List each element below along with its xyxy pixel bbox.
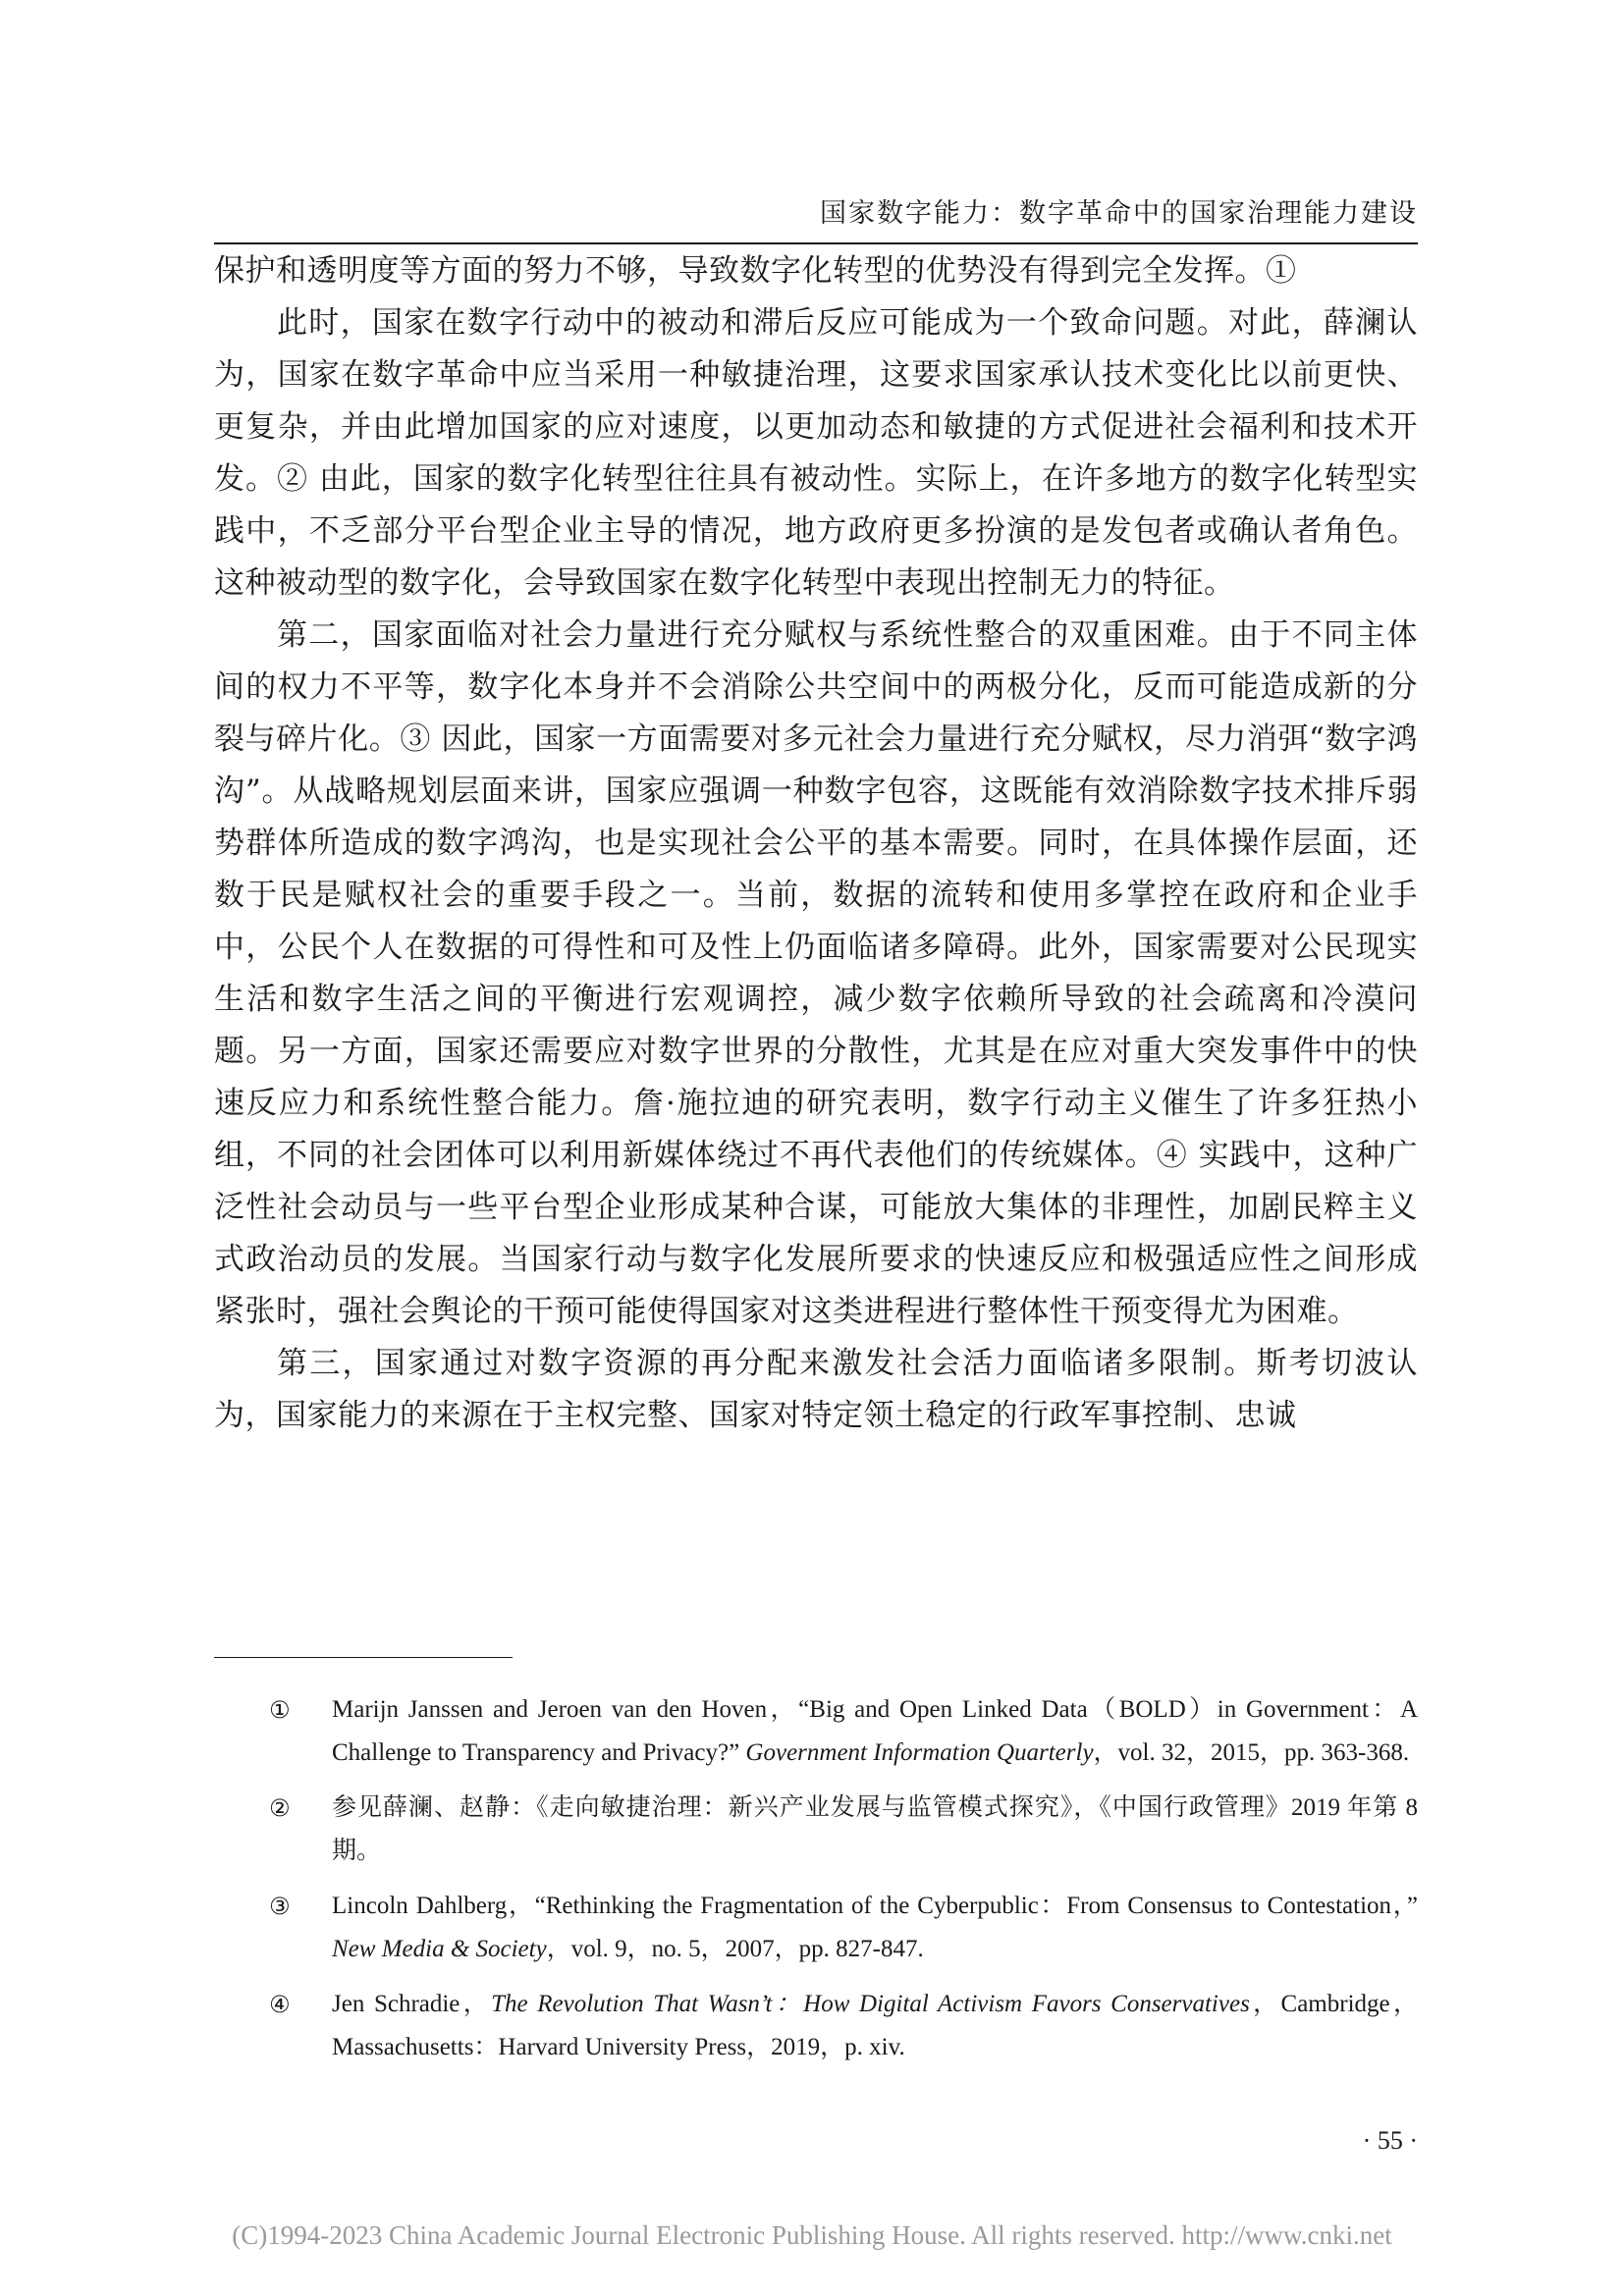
footnote-text-before: 参见薛澜、赵静：《走向敏捷治理：新兴产业发展与监管模式探究》，《中国行政管理》2019 年第 8 期。 xyxy=(332,1794,1418,1864)
footnote-text-before: Lincoln Dahlberg，“Rethinking the Fragmentation of the Cyberpublic：From Consensus to Contestation，” xyxy=(332,1893,1418,1919)
footnote-text xyxy=(332,1696,1418,1766)
paragraph: 保护和透明度等方面的努力不够，导致数字化转型的优势没有得到完全发挥。① xyxy=(214,253,1297,289)
footnote-mark: ② xyxy=(269,1794,291,1822)
footnote-rule xyxy=(214,1657,513,1658)
footnote xyxy=(214,1787,1418,1873)
footnote-text-after: ，vol. 9，no. 5，2007，pp. 827-847. xyxy=(546,1936,924,1962)
body-text xyxy=(214,245,1418,1442)
page-number: · 55 · xyxy=(1362,2126,1418,2155)
footnote xyxy=(214,1688,1418,1775)
footnote-text-before: Jen Schradie， xyxy=(332,1991,492,2017)
running-header: 国家数字能力：数字革命中的国家治理能力建设 xyxy=(820,198,1418,229)
footnote-mark: ④ xyxy=(269,1991,291,2018)
footnote-text-after: ，Cambridge，Massachusetts：Harvard University Press，2019，p. xiv. xyxy=(332,1991,1418,2060)
copyright-notice: (C)1994-2023 China Academic Journal Electronic Publishing House. All rights reserved. http://www.cnki.net xyxy=(232,2220,1392,2250)
footnote-source-title: Government Information Quarterly xyxy=(745,1739,1094,1766)
footnote-text xyxy=(332,1794,1418,1864)
paragraph: 此时，国家在数字行动中的被动和滞后反应可能成为一个致命问题。对此，薛澜认为，国家在数字革命中应当采用一种敏捷治理，这要求国家承认技术变化比以前更快、更复杂，并由此增加国家的应对速度，以更加动态和敏捷的方式促进社会福利和技术开发。② 由此，国家的数字化转型往往具有被动性。实际上，在许多地方的数字化转型实践中，不乏部分平台型企业主导的情况，地方政府更多扮演的是发包者或确认者角色。这种被动型的数字化，会导致国家在数字化转型中表现出控制无力的特征。 xyxy=(214,305,1418,601)
footnote-source-title: New Media & Society xyxy=(332,1936,547,1962)
paragraph: 第二，国家面临对社会力量进行充分赋权与系统性整合的双重困难。由于不同主体间的权力不平等，数字化本身并不会消除公共空间中的两极分化，反而可能造成新的分裂与碎片化。③ 因此，国家一方面需要对多元社会力量进行充分赋权，尽力消弭“数字鸿沟”。从战略规划层面来讲，国家应强调一种数字包容，这既能有效消除数字技术排斥弱势群体所造成的数字鸿沟，也是实现社会公平的基本需要。同时，在具体操作层面，还数于民是赋权社会的重要手段之一。当前，数据的流转和使用多掌控在政府和企业手中，公民个人在数据的可得性和可及性上仍面临诸多障碍。此外，国家需要对公民现实生活和数字生活之间的平衡进行宏观调控，减少数字依赖所导致的社会疏离和冷漠问题。另一方面，国家还需要应对数字世界的分散性，尤其是在应对重大突发事件中的快速反应力和系统性整合能力。詹·施拉迪的研究表明，数字行动主义催生了许多狂热小组，不同的社会团体可以利用新媒体绕过不再代表他们的传统媒体。④ 实践中，这种广泛性社会动员与一些平台型企业形成某种合谋，可能放大集体的非理性，加剧民粹主义式政治动员的发展。当国家行动与数字化发展所要求的快速反应和极强适应性之间形成紧张时，强社会舆论的干预可能使得国家对这类进程进行整体性干预变得尤为困难。 xyxy=(214,617,1418,1329)
footnotes xyxy=(214,1688,1418,2081)
paragraph: 第三，国家通过对数字资源的再分配来激发社会活力面临诸多限制。斯考切波认为，国家能力的来源在于主权完整、国家对特定领土稳定的行政军事控制、忠诚 xyxy=(214,1346,1418,1433)
footnote-source-title: The Revolution That Wasn’t：How Digital Activism Favors Conservatives xyxy=(491,1991,1250,2017)
footnote-text-before: Marijn Janssen and Jeroen van den Hoven，“Big and Open Linked Data（BOLD）in Government：A Challenge to Transparency and Privacy?” xyxy=(332,1696,1418,1766)
footnote xyxy=(214,1885,1418,1971)
header-rule xyxy=(214,242,1418,244)
footnote-text xyxy=(332,1893,1418,1962)
footnote-mark: ① xyxy=(269,1696,291,1724)
footnote-text xyxy=(332,1991,1418,2060)
footnote xyxy=(214,1983,1418,2069)
footnote-text-after: ，vol. 32，2015，pp. 363-368. xyxy=(1093,1739,1410,1766)
footnote-mark: ③ xyxy=(269,1893,291,1920)
